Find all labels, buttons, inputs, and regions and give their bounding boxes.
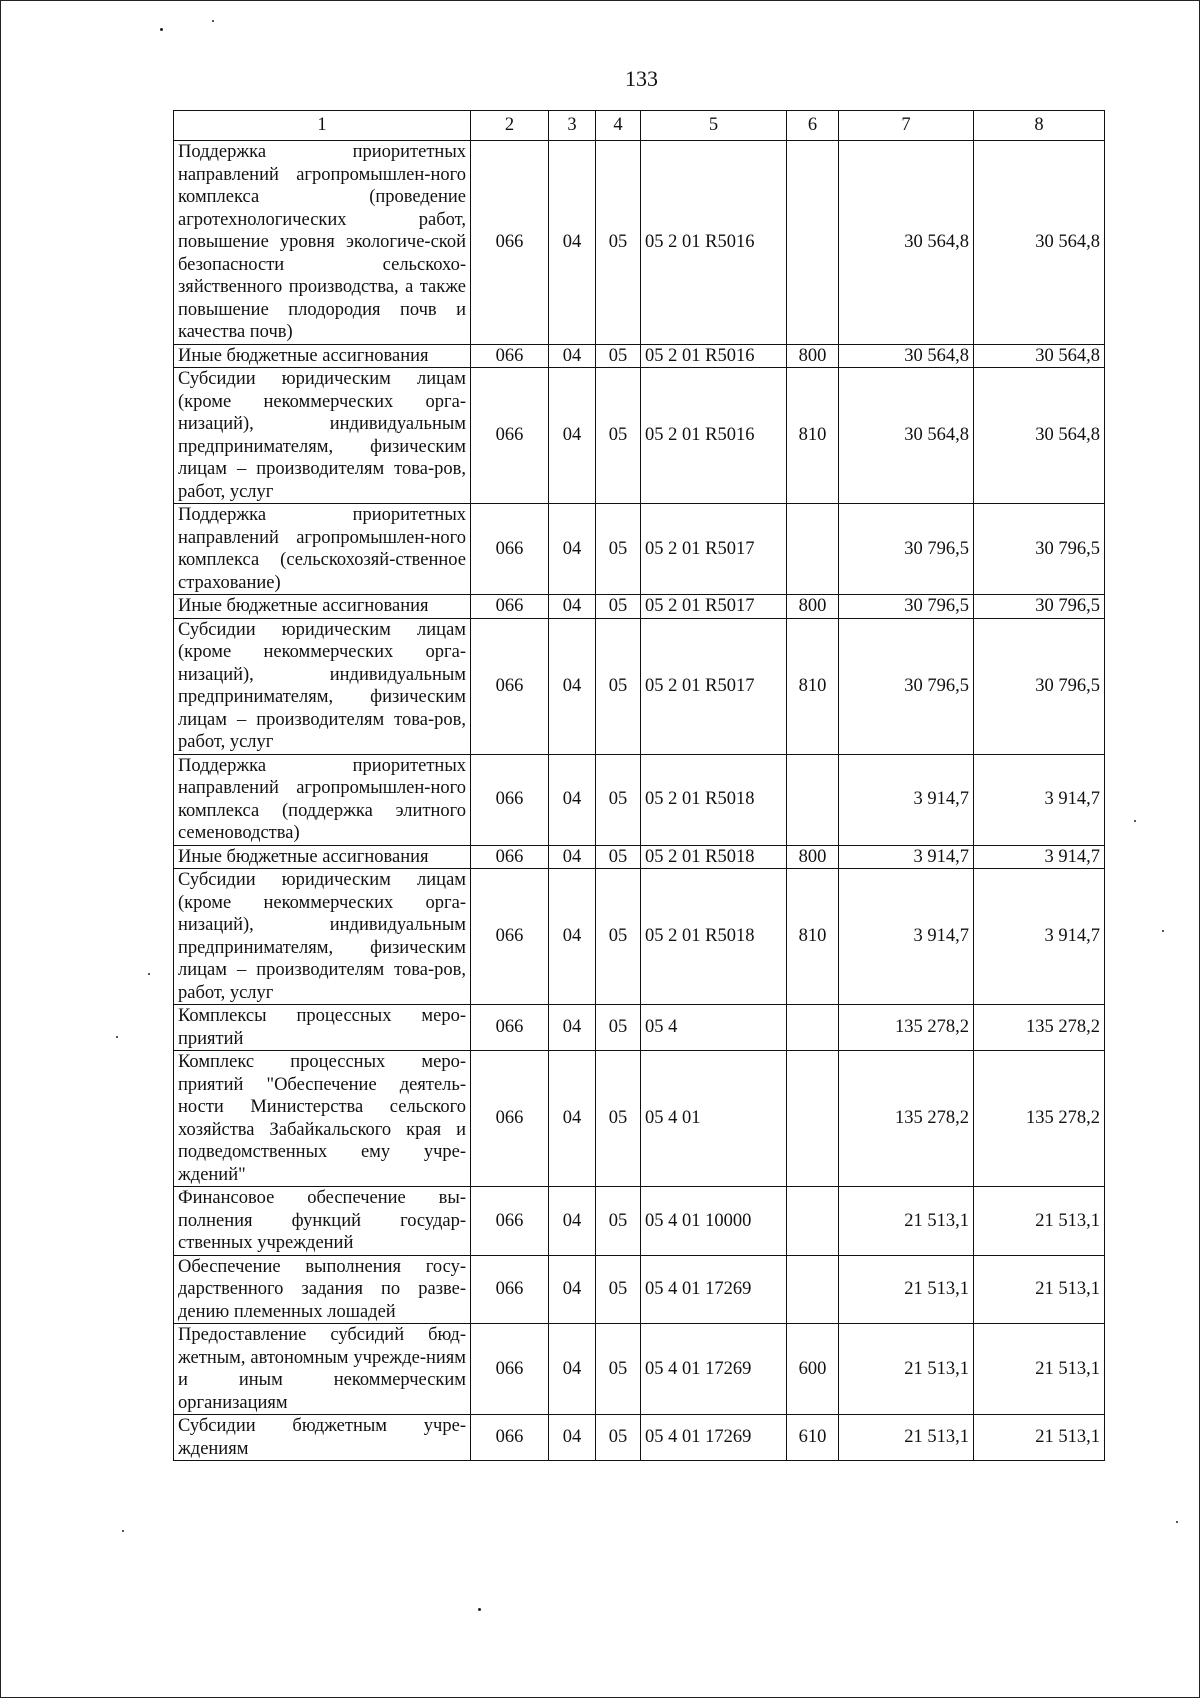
cell-target-article: 05 2 01 R5018 xyxy=(641,754,787,845)
table-row xyxy=(174,1005,1105,1051)
cell-subsection: 05 xyxy=(596,869,641,1005)
cell-amount-7: 3 914,7 xyxy=(839,845,974,869)
cell-amount-7: 3 914,7 xyxy=(839,754,974,845)
cell-subsection: 05 xyxy=(596,368,641,504)
cell-subsection: 05 xyxy=(596,595,641,619)
cell-amount-8: 3 914,7 xyxy=(974,845,1105,869)
cell-expense-type xyxy=(787,754,839,845)
table-row xyxy=(174,1324,1105,1415)
cell-expense-type xyxy=(787,1051,839,1187)
cell-expense-type: 610 xyxy=(787,1415,839,1461)
cell-target-article: 05 4 01 17269 xyxy=(641,1415,787,1461)
budget-table xyxy=(173,110,1105,1461)
table-row xyxy=(174,1255,1105,1324)
cell-amount-7: 21 513,1 xyxy=(839,1324,974,1415)
cell-subsection: 05 xyxy=(596,504,641,595)
cell-section: 04 xyxy=(549,344,596,368)
page-number: 133 xyxy=(625,66,658,91)
cell-target-article: 05 2 01 R5018 xyxy=(641,845,787,869)
cell-section: 04 xyxy=(549,1051,596,1187)
cell-expense-type xyxy=(787,1187,839,1256)
cell-amount-7: 30 796,5 xyxy=(839,618,974,754)
cell-subsection: 05 xyxy=(596,845,641,869)
cell-name: Иные бюджетные ассигнования xyxy=(174,344,471,368)
cell-subsection: 05 xyxy=(596,1005,641,1051)
cell-target-article: 05 4 xyxy=(641,1005,787,1051)
cell-amount-8: 135 278,2 xyxy=(974,1051,1105,1187)
cell-target-article: 05 4 01 17269 xyxy=(641,1324,787,1415)
cell-expense-type xyxy=(787,141,839,345)
cell-name: Субсидии юридическим лицам (кроме некоммерческих орга-низаций), индивидуальным предпринимателям, физическим лицам – производителям това-ров, работ, услуг xyxy=(174,368,471,504)
cell-section: 04 xyxy=(549,368,596,504)
col-header-5: 5 xyxy=(641,111,787,141)
cell-section: 04 xyxy=(549,754,596,845)
cell-amount-7: 135 278,2 xyxy=(839,1051,974,1187)
table-row xyxy=(174,1051,1105,1187)
cell-section: 04 xyxy=(549,869,596,1005)
cell-amount-8: 21 513,1 xyxy=(974,1324,1105,1415)
cell-amount-8: 30 564,8 xyxy=(974,344,1105,368)
cell-amount-8: 30 796,5 xyxy=(974,618,1105,754)
cell-name: Иные бюджетные ассигнования xyxy=(174,845,471,869)
cell-name: Субсидии юридическим лицам (кроме некоммерческих орга-низаций), индивидуальным предпринимателям, физическим лицам – производителям това-ров, работ, услуг xyxy=(174,618,471,754)
cell-amount-7: 30 796,5 xyxy=(839,595,974,619)
table-row xyxy=(174,595,1105,619)
cell-section: 04 xyxy=(549,1324,596,1415)
cell-subsection: 05 xyxy=(596,141,641,345)
cell-expense-type: 800 xyxy=(787,845,839,869)
cell-name: Иные бюджетные ассигнования xyxy=(174,595,471,619)
table-row xyxy=(174,1187,1105,1256)
cell-name: Субсидии юридическим лицам (кроме некоммерческих орга-низаций), индивидуальным предпринимателям, физическим лицам – производителям това-ров, работ, услуг xyxy=(174,869,471,1005)
cell-subsection: 05 xyxy=(596,1255,641,1324)
table-body xyxy=(174,141,1105,1461)
cell-name: Субсидии бюджетным учре-ждениям xyxy=(174,1415,471,1461)
table-row xyxy=(174,1415,1105,1461)
cell-amount-8: 135 278,2 xyxy=(974,1005,1105,1051)
table-row xyxy=(174,618,1105,754)
cell-amount-8: 3 914,7 xyxy=(974,754,1105,845)
cell-grbs: 066 xyxy=(471,1005,549,1051)
cell-name: Поддержка приоритетных направлений агропромышлен-ного комплекса (проведение агротехнологических работ, повышение уровня экологиче-ской безопасности сельскохо-зяйственного производства, а также повышение плодородия почв и качества почв) xyxy=(174,141,471,345)
cell-target-article: 05 4 01 17269 xyxy=(641,1255,787,1324)
cell-subsection: 05 xyxy=(596,1051,641,1187)
cell-amount-7: 30 564,8 xyxy=(839,368,974,504)
cell-grbs: 066 xyxy=(471,1051,549,1187)
cell-amount-7: 21 513,1 xyxy=(839,1187,974,1256)
cell-amount-7: 30 564,8 xyxy=(839,141,974,345)
cell-name: Обеспечение выполнения госу-дарственного задания по разве-дению племенных лошадей xyxy=(174,1255,471,1324)
cell-target-article: 05 2 01 R5017 xyxy=(641,618,787,754)
cell-section: 04 xyxy=(549,1005,596,1051)
cell-grbs: 066 xyxy=(471,504,549,595)
cell-amount-7: 135 278,2 xyxy=(839,1005,974,1051)
cell-target-article: 05 2 01 R5017 xyxy=(641,504,787,595)
cell-section: 04 xyxy=(549,1187,596,1256)
cell-amount-8: 30 564,8 xyxy=(974,141,1105,345)
table-row xyxy=(174,869,1105,1005)
cell-target-article: 05 2 01 R5016 xyxy=(641,368,787,504)
table-row xyxy=(174,845,1105,869)
col-header-6: 6 xyxy=(787,111,839,141)
cell-section: 04 xyxy=(549,1415,596,1461)
cell-name: Поддержка приоритетных направлений агропромышлен-ного комплекса (поддержка элитного семеноводства) xyxy=(174,754,471,845)
cell-subsection: 05 xyxy=(596,344,641,368)
cell-target-article: 05 2 01 R5018 xyxy=(641,869,787,1005)
cell-name: Предоставление субсидий бюд-жетным, автономным учрежде-ниям и иным некоммерческим организациям xyxy=(174,1324,471,1415)
cell-grbs: 066 xyxy=(471,1255,549,1324)
cell-section: 04 xyxy=(549,845,596,869)
cell-grbs: 066 xyxy=(471,141,549,345)
cell-section: 04 xyxy=(549,1255,596,1324)
cell-grbs: 066 xyxy=(471,1187,549,1256)
cell-amount-7: 3 914,7 xyxy=(839,869,974,1005)
cell-expense-type: 800 xyxy=(787,595,839,619)
cell-subsection: 05 xyxy=(596,1324,641,1415)
cell-subsection: 05 xyxy=(596,1415,641,1461)
cell-amount-7: 21 513,1 xyxy=(839,1415,974,1461)
col-header-7: 7 xyxy=(839,111,974,141)
cell-grbs: 066 xyxy=(471,845,549,869)
cell-name: Поддержка приоритетных направлений агропромышлен-ного комплекса (сельскохозяй-ственное страхование) xyxy=(174,504,471,595)
cell-section: 04 xyxy=(549,504,596,595)
cell-amount-8: 21 513,1 xyxy=(974,1415,1105,1461)
cell-expense-type: 810 xyxy=(787,368,839,504)
cell-grbs: 066 xyxy=(471,754,549,845)
cell-grbs: 066 xyxy=(471,595,549,619)
col-header-1: 1 xyxy=(174,111,471,141)
table-row xyxy=(174,344,1105,368)
cell-grbs: 066 xyxy=(471,1415,549,1461)
cell-target-article: 05 2 01 R5016 xyxy=(641,344,787,368)
col-header-3: 3 xyxy=(549,111,596,141)
col-header-8: 8 xyxy=(974,111,1105,141)
cell-expense-type xyxy=(787,504,839,595)
header-row xyxy=(174,111,1105,141)
cell-section: 04 xyxy=(549,618,596,754)
cell-amount-8: 21 513,1 xyxy=(974,1187,1105,1256)
cell-section: 04 xyxy=(549,595,596,619)
cell-grbs: 066 xyxy=(471,368,549,504)
cell-expense-type: 810 xyxy=(787,869,839,1005)
cell-subsection: 05 xyxy=(596,754,641,845)
cell-section: 04 xyxy=(549,141,596,345)
col-header-2: 2 xyxy=(471,111,549,141)
cell-amount-8: 21 513,1 xyxy=(974,1255,1105,1324)
cell-name: Комплексы процессных меро-приятий xyxy=(174,1005,471,1051)
cell-target-article: 05 4 01 xyxy=(641,1051,787,1187)
cell-amount-8: 30 564,8 xyxy=(974,368,1105,504)
cell-grbs: 066 xyxy=(471,1324,549,1415)
table-row xyxy=(174,141,1105,345)
cell-amount-8: 3 914,7 xyxy=(974,869,1105,1005)
col-header-4: 4 xyxy=(596,111,641,141)
cell-amount-7: 21 513,1 xyxy=(839,1255,974,1324)
cell-grbs: 066 xyxy=(471,869,549,1005)
cell-expense-type xyxy=(787,1255,839,1324)
cell-subsection: 05 xyxy=(596,618,641,754)
cell-target-article: 05 4 01 10000 xyxy=(641,1187,787,1256)
table-row xyxy=(174,754,1105,845)
cell-subsection: 05 xyxy=(596,1187,641,1256)
cell-amount-8: 30 796,5 xyxy=(974,504,1105,595)
cell-amount-7: 30 564,8 xyxy=(839,344,974,368)
cell-target-article: 05 2 01 R5016 xyxy=(641,141,787,345)
cell-expense-type xyxy=(787,1005,839,1051)
cell-grbs: 066 xyxy=(471,618,549,754)
cell-name: Комплекс процессных меро-приятий "Обеспечение деятель-ности Министерства сельского хозяйства Забайкальского края и подведомственных ему учре-ждений" xyxy=(174,1051,471,1187)
cell-expense-type: 810 xyxy=(787,618,839,754)
cell-amount-7: 30 796,5 xyxy=(839,504,974,595)
cell-grbs: 066 xyxy=(471,344,549,368)
cell-name: Финансовое обеспечение вы-полнения функций государ-ственных учреждений xyxy=(174,1187,471,1256)
cell-expense-type: 800 xyxy=(787,344,839,368)
table-row xyxy=(174,504,1105,595)
table-row xyxy=(174,368,1105,504)
cell-amount-8: 30 796,5 xyxy=(974,595,1105,619)
cell-expense-type: 600 xyxy=(787,1324,839,1415)
cell-target-article: 05 2 01 R5017 xyxy=(641,595,787,619)
